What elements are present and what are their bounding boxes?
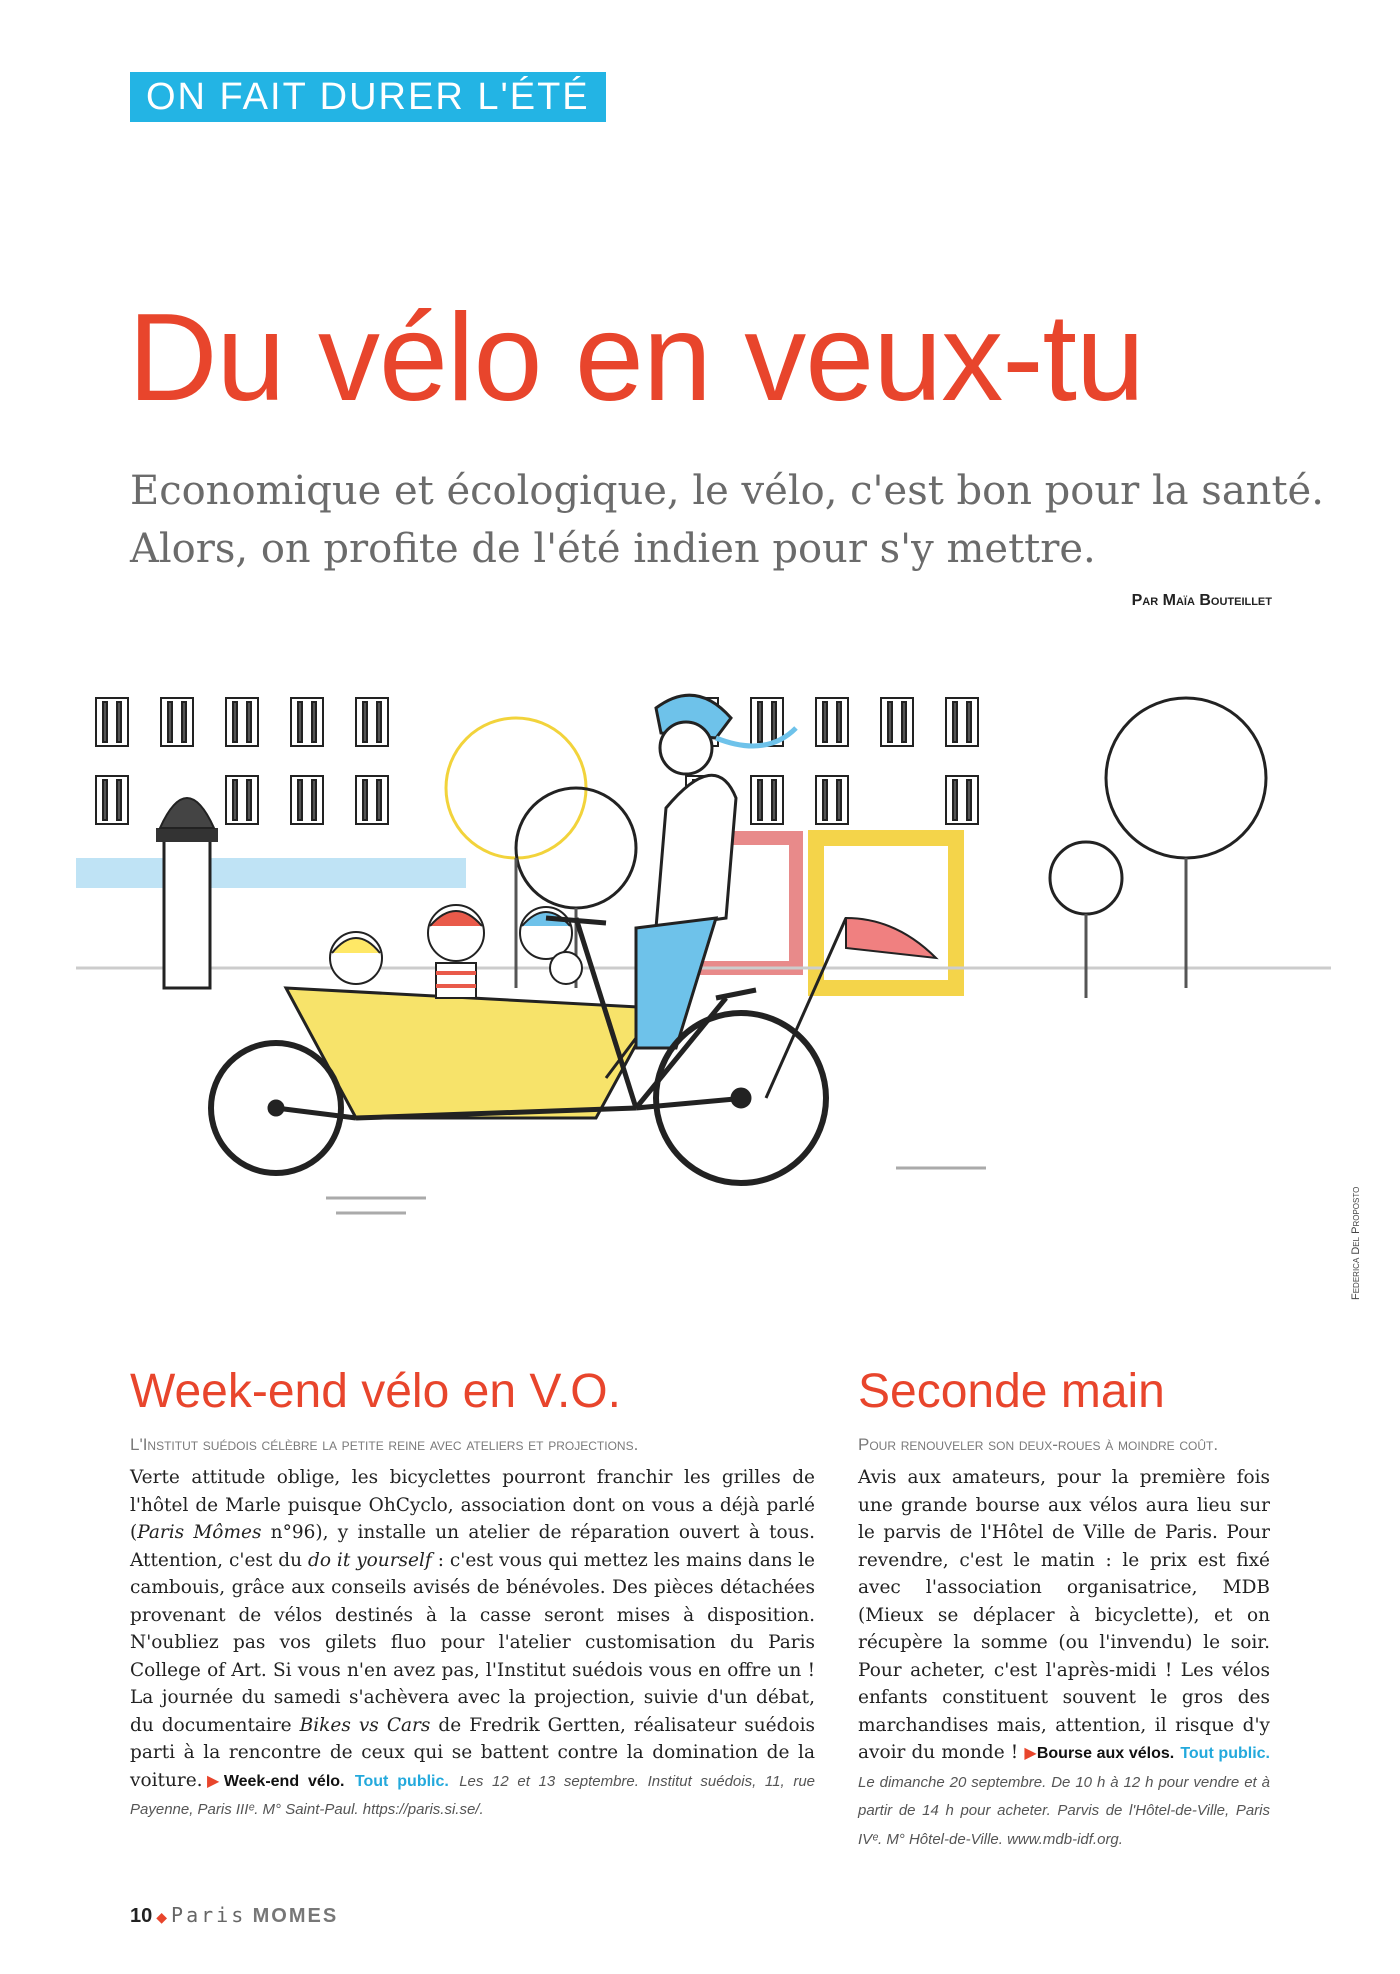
- page-footer: [130, 1903, 338, 1930]
- right-kicker: Pour renouveler son deux-roues à moindre coût.: [858, 1435, 1219, 1454]
- right-event-info: Le dimanche 20 septembre. De 10 h à 12 h pour vendre et à partir de 14 h pour acheter. Parvis de l'Hôtel-de-Ville, Paris IVᵉ. M° Hôtel-de-Ville. www.mdb-idf.org.: [858, 1773, 1270, 1848]
- magazine-name-part1: Paris: [171, 1903, 247, 1927]
- right-audience: Tout public.: [1180, 1745, 1270, 1762]
- section-rubric: ON FAIT DURER L'ÉTÉ: [130, 72, 606, 122]
- left-ref-film: Bikes vs Cars: [299, 1714, 431, 1736]
- building-windows: [96, 698, 978, 824]
- article-right: [858, 1360, 1270, 1853]
- page-number: 10: [130, 1905, 153, 1927]
- photo-credit: Federica Del Proposto: [1350, 1186, 1362, 1300]
- cargo-bike-illustration: [76, 668, 1331, 1318]
- article-left: [130, 1360, 815, 1824]
- left-event-info: Les 12 et 13 septembre. Institut suédois, 11, rue Payenne, Paris IIIᵉ. M° Saint-Paul. https://paris.si.se/.: [130, 1772, 816, 1818]
- children-in-box: [330, 905, 582, 998]
- left-title: Week-end vélo en V.O.: [130, 1365, 621, 1418]
- left-event-tag: Week-end vélo.: [223, 1772, 345, 1790]
- left-ref-magazine: Paris Mômes: [137, 1522, 262, 1543]
- left-ref-diy: do it yourself: [307, 1549, 432, 1571]
- left-body: Verte attitude oblige, les bicyclettes pourront franchir les grilles de l'hôtel de Marle puisque OhCyclo, association dont on vous a déjà parlé (Paris Mômes n°96), y installe un atelier de réparation ouvert à tous. Attention, c'est du do it yourself : c'est vous qui mettez les mains dans le cambouis, grâce aux conseils avisés de bénévoles. Des pièces détachées provenant de vélos destinés à la casse seront mises à disposition. N'oubliez pas vos gilets fluo pour l'atelier customisation du Paris College of Art. Si vous n'en avez pas, l'Institut suédois vous en offre un ! La journée du samedi s'achèvera avec la projection, suivie d'un débat, du documentaire Bikes vs Cars de Fredrik Gertten, réalisateur suédois parti à la rencontre de ceux qui se battent contre la domination de la voiture.▶Week-end vélo. Tout public. Les 12 et 13 septembre. Institut suédois, 11, rue Payenne, Paris IIIᵉ. M° Saint-Paul. https://paris.si.se/.: [130, 1467, 816, 1818]
- right-title: Seconde main: [858, 1365, 1165, 1418]
- left-audience: Tout public.: [354, 1772, 449, 1790]
- magazine-name-part2: MOMES: [252, 1905, 339, 1927]
- triangle-arrow-icon: ▶: [202, 1770, 224, 1790]
- byline: Par Maïa Bouteillet: [1131, 592, 1272, 609]
- right-event-tag: Bourse aux vélos.: [1036, 1745, 1175, 1762]
- diamond-icon: ◆: [156, 1910, 168, 1926]
- left-kicker: L'Institut suédois célèbre la petite reine avec ateliers et projections.: [130, 1435, 639, 1454]
- right-body: Avis aux amateurs, pour la première fois une grande bourse aux vélos aura lieu sur le parvis de l'Hôtel de Ville de Paris. Pour revendre, c'est le matin : le prix est fixé avec l'association organisatrice, MDB (Mieux se déplacer à bicyclette), et on récupère la somme (ou l'invendu) le soir. Pour acheter, c'est l'après-midi ! Les vélos enfants constituent souvent le gros des marchandises mais, attention, il risque d'y avoir du monde ! ▶Bourse aux vélos. Tout public. Le dimanche 20 septembre. De 10 h à 12 h pour vendre et à partir de 14 h pour acheter. Parvis de l'Hôtel-de-Ville, Paris IVᵉ. M° Hôtel-de-Ville. www.mdb-idf.org.: [858, 1467, 1270, 1848]
- standfirst: Economique et écologique, le vélo, c'est bon pour la santé. Alors, on profite de l'été indien pour s'y mettre.: [130, 468, 1324, 572]
- triangle-arrow-icon: ▶: [1024, 1743, 1037, 1762]
- headline: Du vélo en veux-tu: [128, 289, 1144, 427]
